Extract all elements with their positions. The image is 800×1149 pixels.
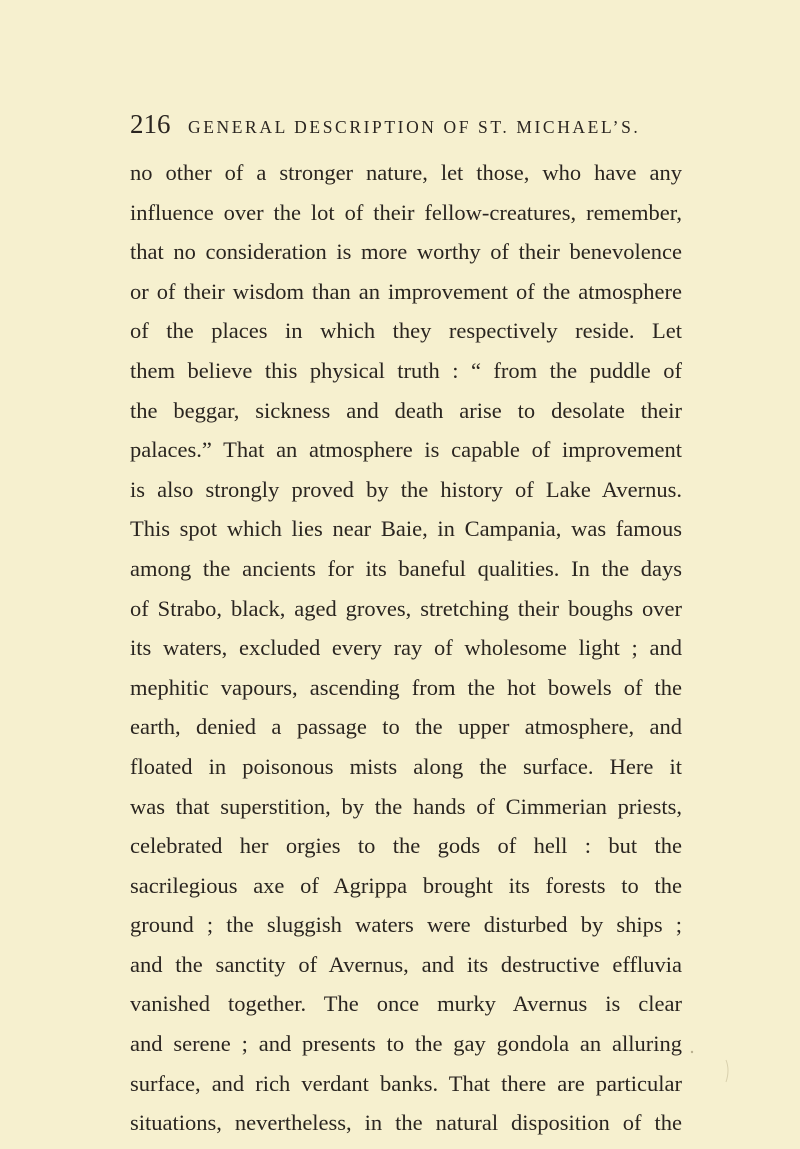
text-line: is also strongly proved by the history of Lake Avernus. [130, 476, 682, 502]
text-line: influence over the lot of their fellow-creatures, remember, [130, 199, 682, 225]
text-line: of Strabo, black, aged groves, stretching their boughs over [130, 595, 682, 621]
text-line: vanished together. The once murky Avernus is clear [130, 991, 682, 1017]
page-number: 216 [130, 109, 171, 139]
text-line: situations, nevertheless, in the natural disposition of the [130, 1110, 682, 1136]
text-line: palaces.” That an atmosphere is capable of improvement [130, 437, 682, 463]
text-line: its waters, excluded every ray of wholesome light ; and [130, 635, 682, 661]
page-header [130, 109, 690, 145]
text-line: that no consideration is more worthy of their benevolence [130, 239, 682, 265]
text-line: no other of a stronger nature, let those, who have any [130, 160, 682, 185]
text-line: was that superstition, by the hands of Cimmerian priests, [130, 793, 682, 819]
body-text [130, 153, 682, 1143]
text-line: the beggar, sickness and death arise to desolate their [130, 397, 682, 423]
text-line: This spot which lies near Baie, in Campania, was famous [130, 516, 682, 542]
text-line: surface, and rich verdant banks. That there are particular [130, 1070, 682, 1096]
text-line: ground ; the sluggish waters were disturbed by ships ; [130, 912, 682, 938]
text-line: and the sanctity of Avernus, and its destructive effluvia [130, 951, 682, 977]
text-line: sacrilegious axe of Agrippa brought its forests to the [130, 872, 682, 898]
text-line: or of their wisdom than an improvement of the atmosphere [130, 278, 682, 304]
text-line: earth, denied a passage to the upper atmosphere, and [130, 714, 682, 740]
text-line: of the places in which they respectively reside. Let [130, 318, 682, 344]
text-line: floated in poisonous mists along the surface. Here it [130, 753, 682, 779]
text-line: mephitic vapours, ascending from the hot bowels of the [130, 674, 682, 700]
text-line: and serene ; and presents to the gay gondola an alluring [130, 1031, 682, 1057]
running-head: GENERAL DESCRIPTION OF ST. MICHAEL’S. [188, 117, 641, 137]
text-line: celebrated her orgies to the gods of hell : but the [130, 833, 682, 859]
text-line: them believe this physical truth : “ from the puddle of [130, 357, 682, 383]
text-line: among the ancients for its baneful qualities. In the days [130, 555, 682, 581]
